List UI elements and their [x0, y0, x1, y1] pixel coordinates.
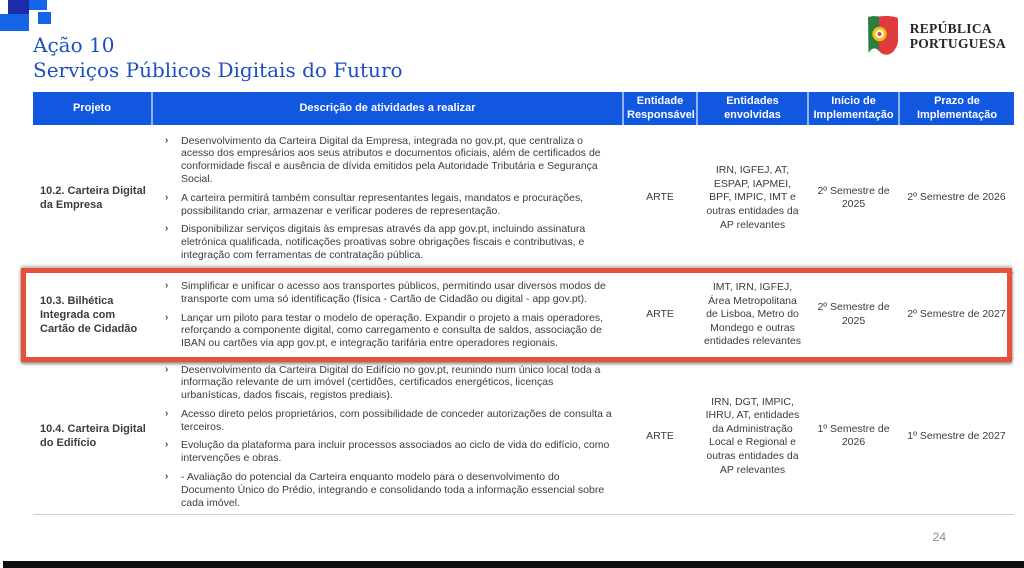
activities-cell — [152, 125, 623, 272]
activity-text: Simplificar e unificar o acesso aos transportes públicos, permitindo usar diversos modos de transporte com uma só identificação (física - Cartão de Cidadão ou digital - app gov.pt). — [181, 280, 606, 305]
page-title: Serviços Públicos Digitais do Futuro — [33, 58, 403, 82]
responsible-cell: ARTE — [646, 191, 674, 204]
bullet-icon: › — [165, 311, 169, 323]
deadline-cell: 2º Semestre de 2027 — [907, 308, 1006, 321]
activity-text: Desenvolvimento da Carteira Digital da Empresa, integrada no gov.pt, que centraliza o acesso dos empresários aos seus atributos e documentos oficiais, além de certificados de conformidade fiscal e ausência de dívida emitidos pela Autoridade Tributária e Segurança Social. — [181, 134, 601, 186]
deco-square — [29, 0, 47, 10]
bullet-icon: › — [165, 223, 169, 235]
portugal-flag-icon — [865, 15, 901, 57]
bullet-icon: › — [165, 407, 169, 419]
column-header-inicio-implementacao: Início de Implementação — [808, 92, 899, 125]
activity-text: Desenvolvimento da Carteira Digital do Edifício no gov.pt, reunindo num único local toda a informação relevante de um imóvel (certidões, certificados energéticos, licenças urbanísticas, dados fiscais, registos prediais). — [181, 363, 601, 402]
deco-square — [0, 14, 29, 31]
republica-portuguesa-logo — [865, 15, 1006, 57]
header-row — [33, 92, 1014, 125]
bullet-icon: › — [165, 191, 169, 203]
involved-cell: IRN, DGT, IMPIC, IHRU, AT, entidades da Administração Local e Regional e outras entidades da AP relevantes — [705, 395, 800, 476]
bullet-icon: › — [165, 471, 169, 483]
activity-item — [165, 471, 613, 509]
start-cell: 2º Semestre de 2025 — [817, 184, 890, 211]
deco-square — [8, 0, 29, 14]
logo-text — [910, 21, 1006, 51]
start-cell: 2º Semestre de 2025 — [817, 301, 890, 327]
deadline-cell: 2º Semestre de 2026 — [907, 191, 1006, 204]
page-number: 24 — [932, 530, 946, 544]
table-header — [33, 92, 1014, 125]
activity-item — [165, 192, 613, 218]
deco-square — [38, 12, 51, 24]
activity-item — [165, 439, 613, 465]
bullet-icon: › — [165, 280, 169, 291]
logo-line-1: REPÚBLICA — [909, 20, 992, 36]
activity-item — [165, 280, 613, 306]
activities-cell — [152, 272, 623, 358]
column-header-entidades-envolvidas: Entidades envolvidas — [697, 92, 808, 125]
table-row — [33, 358, 1014, 515]
involved-cell: IRN, IGFEJ, AT, ESPAP, IAPMEI, BPF, IMPIC, IMT e outras entidades da AP relevantes — [706, 164, 799, 231]
activity-item — [165, 364, 613, 402]
deadline-cell: 1º Semestre de 2027 — [907, 429, 1006, 442]
activities-cell — [152, 358, 623, 515]
column-header-entidade-responsavel: Entidade Responsável — [623, 92, 697, 125]
projects-table — [33, 92, 1014, 515]
activity-text: Acesso direto pelos proprietários, com possibilidade de conceder autorizações de consulta a terceiros. — [181, 407, 612, 433]
project-cell: 10.3. Bilhética Integrada com Cartão de Cidadão — [40, 294, 138, 336]
activity-item — [165, 408, 613, 434]
table-row — [33, 272, 1014, 358]
column-header-prazo-implementacao: Prazo de Implementação — [899, 92, 1014, 125]
responsible-cell: ARTE — [646, 429, 674, 442]
column-header-projeto: Projeto — [33, 92, 152, 125]
activity-item — [165, 223, 613, 261]
responsible-cell: ARTE — [646, 308, 674, 321]
activity-text: - Avaliação do potencial da Carteira enquanto modelo para o desenvolvimento do Documento Único do Prédio, integrando e consolidando toda a informação essencial sobre cada imóvel. — [181, 471, 605, 509]
activity-text: Lançar um piloto para testar o modelo de operação. Expandir o projeto a mais operadores, reforçando a componente digital, como carregamento e consulta de saldos, associação de IBAN ou cartões via app gov.pt, e integração tarifária entre operadores regionais. — [181, 311, 603, 350]
activity-item — [165, 312, 613, 350]
bullet-icon: › — [165, 439, 169, 451]
bullet-icon: › — [165, 134, 169, 146]
start-cell: 1º Semestre de 2026 — [817, 422, 890, 449]
logo-line-2: PORTUGUESA — [909, 36, 1006, 51]
activity-text: Disponibilizar serviços digitais às empresas através da app gov.pt, incluindo assinatura eletrónica qualificada, notificações proativas sobre obrigações fiscais e contributivas, e integração com ferramentas de contratação pública. — [181, 223, 586, 262]
project-cell: 10.4. Carteira Digital do Edifício — [40, 423, 146, 450]
column-header-descricao: Descrição de atividades a realizar — [152, 92, 623, 125]
activity-item — [165, 135, 613, 186]
action-label: Ação 10 — [33, 33, 115, 57]
bottom-bar — [3, 561, 1024, 568]
title-block — [33, 33, 403, 83]
involved-cell: IMT, IRN, IGFEJ, Área Metropolitana de Lisboa, Metro do Mondego e outras entidades relevantes — [704, 280, 801, 348]
activity-text: A carteira permitirá também consultar representantes legais, mandatos e procurações, possibilitando criar, armazenar e verificar poderes de representação. — [181, 191, 584, 217]
bullet-icon: › — [165, 363, 169, 375]
table-body — [33, 125, 1014, 515]
table-row — [33, 125, 1014, 272]
project-cell: 10.2. Carteira Digital da Empresa — [40, 184, 146, 212]
activity-text: Evolução da plataforma para incluir processos associados ao ciclo de vida do edifício, como intervenções e obras. — [181, 439, 610, 465]
